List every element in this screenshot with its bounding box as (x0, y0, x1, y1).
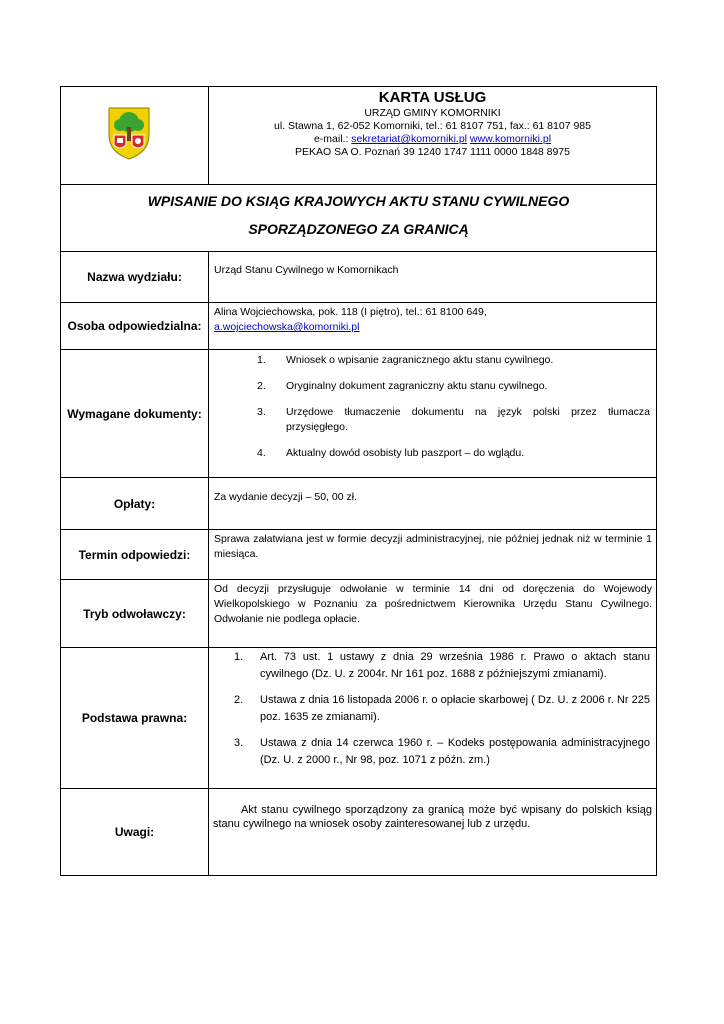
appeal-value: Od decyzji przysługuje odwołanie w terminie 14 dni od doręczenia do Wojewody Wielkopolskiego w Poznaniu za pośrednictwem Kierownika Urzędu Stanu Cywilnego. Odwołanie nie podlega opłacie. (209, 580, 657, 648)
coat-of-arms-icon (106, 105, 152, 161)
list-item: 2. Oryginalny dokument zagraniczny aktu stanu cywilnego. (257, 380, 548, 392)
document-title (61, 185, 657, 252)
responsible-email-link[interactable]: a.wojciechowska@komorniki.pl (214, 321, 360, 333)
documents-label: Wymagane dokumenty: (61, 350, 209, 478)
fees-value: Za wydanie decyzji – 50, 00 zł. (209, 478, 657, 530)
response-time-value: Sprawa załatwiana jest w formie decyzji administracyjnej, nie później jednak niż w terminie 1 miesiąca. (209, 530, 657, 580)
remarks-value: Akt stanu cywilnego sporządzony za granicą może być wpisany do polskich ksiąg stanu cywilnego na wniosek osoby zainteresowanej lub z urzędu. (209, 789, 657, 876)
header-cell (209, 87, 657, 185)
response-time-label: Termin odpowiedzi: (61, 530, 209, 580)
service-card (60, 86, 657, 876)
document-title-line2: SPORZĄDZONEGO ZA GRANICĄ (248, 221, 469, 237)
documents-list (214, 353, 652, 461)
appeal-label: Tryb odwoławczy: (61, 580, 209, 648)
responsible-label: Osoba odpowiedzialna: (61, 303, 209, 350)
list-item: 3. Ustawa z dnia 14 czerwca 1960 r. – Kodeks postępowania administracyjnego (Dz. U. z 2000 r., Nr 98, poz. 1071 z późn. zm.) (234, 737, 650, 766)
email-prefix: e-mail.: (313, 133, 352, 145)
bank-account: PEKAO SA O. Poznań 39 1240 1747 1111 0000 1848 8975 (295, 146, 570, 158)
documents-value (209, 350, 657, 478)
remarks-label: Uwagi: (61, 789, 209, 876)
list-item: 1. Art. 73 ust. 1 ustawy z dnia 29 września 1986 r. Prawo o aktach stanu cywilnego (Dz. U. z 2004r. Nr 161 poz. 1688 z późniejszymi zmianami). (234, 651, 650, 680)
list-item: 3. Urzędowe tłumaczenie dokumentu na język polski przez tłumacza przysięgłego. (257, 406, 650, 433)
department-label: Nazwa wydziału: (61, 252, 209, 303)
list-item: 4. Aktualny dowód osobisty lub paszport – do wglądu. (257, 447, 525, 459)
office-address: ul. Stawna 1, 62-052 Komorniki, tel.: 61 8107 751, fax.: 61 8107 985 (274, 120, 591, 132)
logo-cell (61, 87, 209, 185)
legal-basis-label: Podstawa prawna: (61, 648, 209, 789)
department-value: Urząd Stanu Cywilnego w Komornikach (209, 252, 657, 303)
fees-label: Opłaty: (61, 478, 209, 530)
document-title-line1: WPISANIE DO KSIĄG KRAJOWYCH AKTU STANU CYWILNEGO (147, 193, 570, 209)
office-name: URZĄD GMINY KOMORNIKI (364, 107, 501, 119)
contact-line (209, 133, 656, 146)
service-card-table (60, 86, 657, 876)
website-link[interactable]: www.komorniki.pl (469, 133, 552, 145)
list-item: 2. Ustawa z dnia 16 listopada 2006 r. o opłacie skarbowej ( Dz. U. z 2006 r. Nr 225 poz. 1635 ze zmianami). (234, 694, 650, 723)
legal-basis-list (214, 649, 652, 769)
email-link[interactable]: sekretariat@komorniki.pl (351, 133, 467, 145)
card-title: KARTA USŁUG (378, 89, 487, 106)
responsible-person: Alina Wojciechowska, pok. 118 (I piętro), tel.: 61 8100 649, (214, 306, 487, 318)
legal-basis-value (209, 648, 657, 789)
responsible-value (209, 303, 657, 350)
list-item: 1. Wniosek o wpisanie zagranicznego aktu stanu cywilnego. (257, 354, 554, 366)
